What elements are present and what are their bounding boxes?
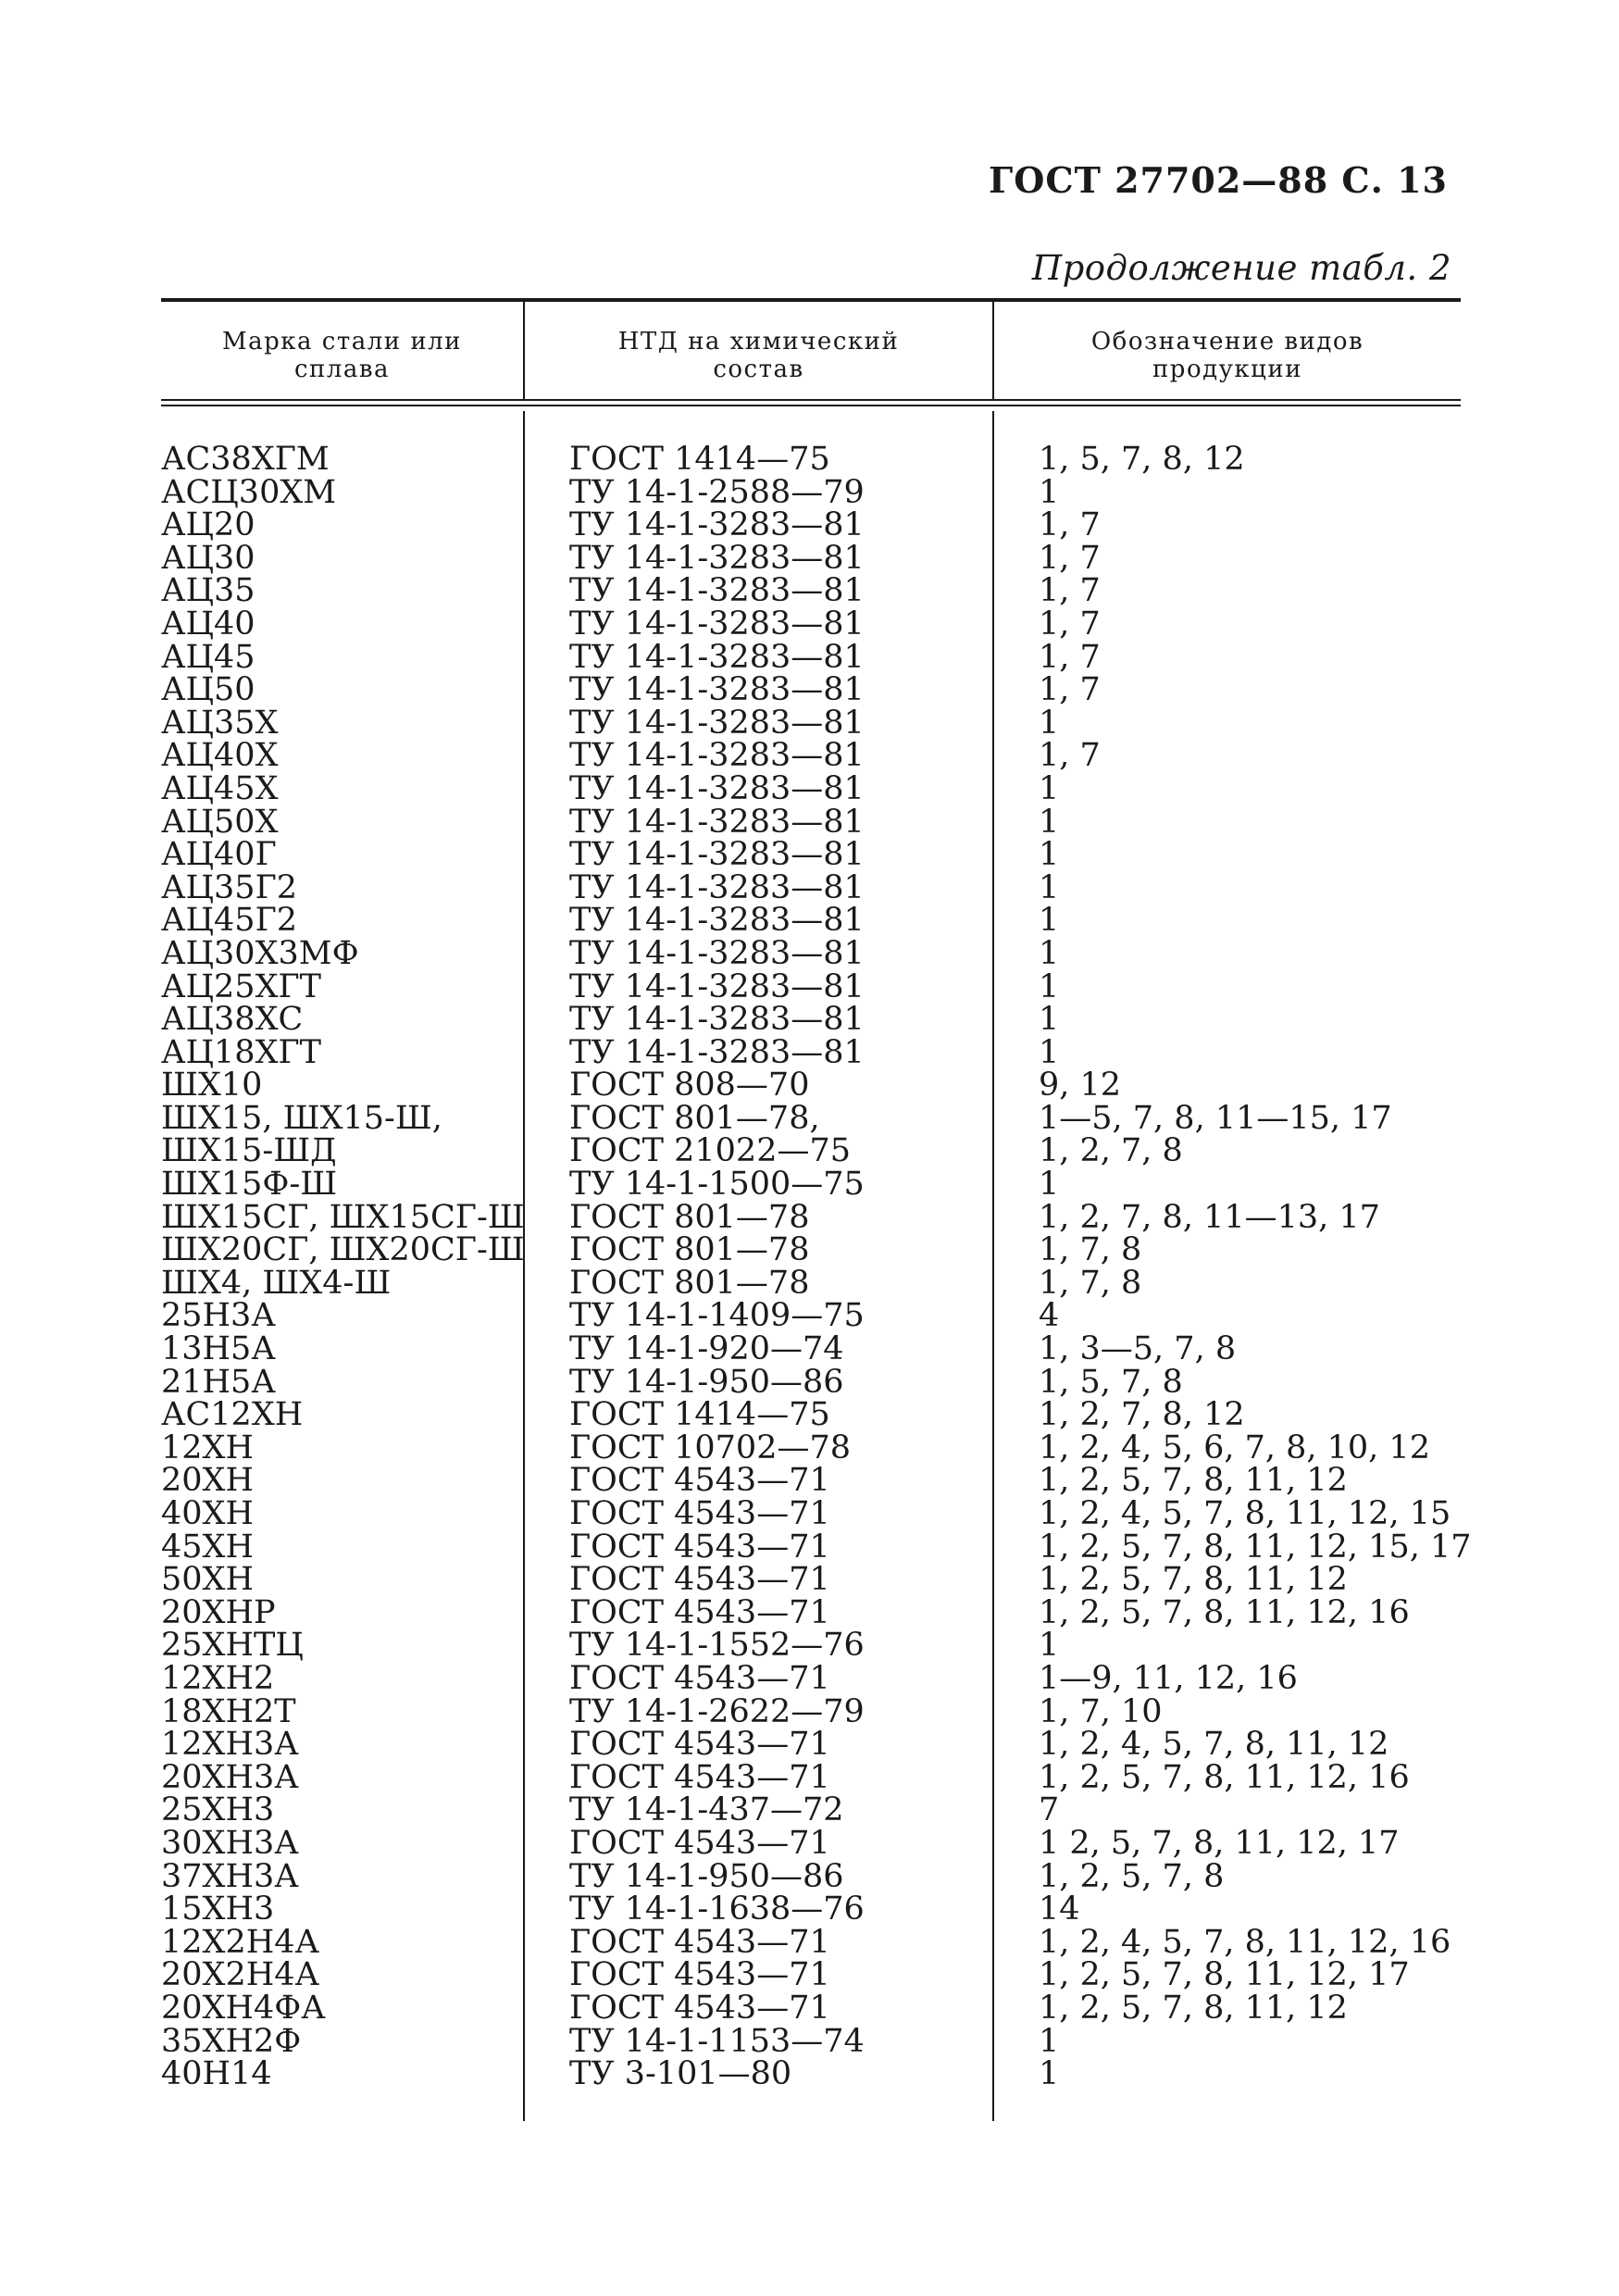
table-row	[0, 539, 1619, 577]
cell-standard: ГОСТ 801—78	[569, 1198, 810, 1236]
cell-product-types: 1, 7	[1039, 638, 1101, 676]
cell-product-types: 1, 2, 5, 7, 8, 11, 12, 15, 17	[1039, 1528, 1472, 1566]
cell-product-types: 1, 2, 7, 8, 11—13, 17	[1039, 1198, 1380, 1236]
table-row	[0, 1495, 1619, 1532]
column-header-standard-line2: состав	[713, 356, 804, 383]
cell-grade: 20Х2Н4А	[161, 1956, 320, 1994]
cell-grade: ШХ15, ШХ15-Ш,	[161, 1099, 442, 1137]
cell-grade: АС12ХН	[161, 1396, 304, 1434]
cell-grade: АЦ40Х	[161, 737, 279, 775]
cell-product-types: 1, 7, 8	[1039, 1264, 1142, 1302]
table-row	[0, 1099, 1619, 1137]
table-row	[0, 1462, 1619, 1500]
cell-product-types: 1, 2, 7, 8	[1039, 1132, 1183, 1170]
table-row	[0, 443, 1619, 477]
cell-standard: ГОСТ 4543—71	[569, 1593, 830, 1631]
cell-product-types: 1, 7	[1039, 671, 1101, 709]
cell-grade: АЦ35Х	[161, 704, 279, 742]
table-row	[0, 2022, 1619, 2060]
table-row	[0, 1429, 1619, 1466]
table-row	[0, 934, 1619, 972]
cell-grade: 12Х2Н4А	[161, 1923, 320, 1961]
cell-product-types: 9, 12	[1039, 1067, 1122, 1104]
cell-grade: АЦ40Г	[161, 836, 277, 874]
cell-standard: ГОСТ 4543—71	[569, 1956, 830, 1994]
table-row	[0, 1528, 1619, 1566]
cell-product-types: 1, 3—5, 7, 8	[1039, 1330, 1237, 1368]
cell-product-types: 1, 7, 10	[1039, 1692, 1163, 1730]
cell-product-types: 1	[1039, 473, 1060, 511]
cell-standard: ТУ 14-1-3283—81	[569, 506, 865, 544]
cell-standard: ТУ 14-1-920—74	[569, 1330, 844, 1368]
cell-product-types: 1—5, 7, 8, 11—15, 17	[1039, 1099, 1392, 1137]
cell-grade: АЦ45Г2	[161, 902, 298, 940]
cell-product-types: 14	[1039, 1890, 1080, 1928]
cell-standard: ГОСТ 4543—71	[569, 1561, 830, 1599]
cell-grade: АЦ38ХС	[161, 1001, 304, 1039]
cell-standard: ГОСТ 4543—71	[569, 1659, 830, 1697]
cell-grade: АЦ40	[161, 605, 255, 643]
table-row	[0, 1363, 1619, 1401]
cell-product-types: 1, 7	[1039, 572, 1101, 610]
table-row	[0, 1561, 1619, 1599]
cell-product-types: 1, 7	[1039, 539, 1101, 577]
cell-product-types: 1	[1039, 1033, 1060, 1071]
cell-product-types: 1	[1039, 1166, 1060, 1204]
cell-standard: ТУ 14-1-3283—81	[569, 769, 865, 807]
cell-standard: ГОСТ 1414—75	[569, 441, 830, 478]
cell-grade: 20ХН3А	[161, 1758, 299, 1796]
table-row	[0, 1593, 1619, 1631]
table-row	[0, 1659, 1619, 1697]
column-header-product-line2: продукции	[1152, 356, 1303, 383]
cell-grade: ШХ15Ф-Ш	[161, 1166, 338, 1204]
cell-grade: 21Н5А	[161, 1363, 276, 1401]
table-row	[0, 605, 1619, 643]
cell-product-types: 1, 2, 5, 7, 8, 11, 12, 16	[1039, 1593, 1410, 1631]
cell-grade: АЦ35	[161, 572, 255, 610]
cell-product-types: 1—9, 11, 12, 16	[1039, 1659, 1298, 1697]
cell-product-types: 1	[1039, 1001, 1060, 1039]
cell-standard: ГОСТ 801—78	[569, 1264, 810, 1302]
cell-standard: ГОСТ 4543—71	[569, 1462, 830, 1500]
cell-standard: ТУ 14-1-3283—81	[569, 572, 865, 610]
cell-product-types: 1, 7, 8	[1039, 1231, 1142, 1269]
table-row	[0, 1857, 1619, 1895]
cell-standard: ТУ 14-1-950—86	[569, 1857, 844, 1895]
cell-standard: ГОСТ 808—70	[569, 1067, 810, 1104]
cell-grade: 45ХН	[161, 1528, 254, 1566]
cell-standard: ТУ 14-1-3283—81	[569, 934, 865, 972]
table-row	[0, 1923, 1619, 1961]
cell-standard: ГОСТ 4543—71	[569, 1495, 830, 1532]
table-row	[0, 1629, 1619, 1663]
cell-product-types: 1, 2, 5, 7, 8, 11, 12, 16	[1039, 1758, 1410, 1796]
cell-standard: ГОСТ 21022—75	[569, 1132, 851, 1170]
cell-product-types: 1	[1039, 769, 1060, 807]
cell-product-types: 1	[1039, 836, 1060, 874]
cell-standard: ТУ 14-1-1552—76	[569, 1627, 865, 1665]
table-row	[0, 836, 1619, 874]
table-row	[0, 868, 1619, 906]
cell-product-types: 1	[1039, 868, 1060, 906]
cell-standard: ТУ 14-1-3283—81	[569, 868, 865, 906]
table-header-rule-2	[161, 405, 1461, 406]
cell-grade: 37ХН3А	[161, 1857, 299, 1895]
cell-standard: ГОСТ 4543—71	[569, 1528, 830, 1566]
cell-product-types: 1, 2, 4, 5, 7, 8, 11, 12	[1039, 1726, 1389, 1764]
cell-grade: 12ХН3А	[161, 1726, 299, 1764]
table-row	[0, 1069, 1619, 1103]
table-row	[0, 473, 1619, 511]
table-row	[0, 967, 1619, 1005]
table-header-rule-1	[161, 399, 1461, 401]
cell-standard: ТУ 14-1-3283—81	[569, 605, 865, 643]
table-row	[0, 1692, 1619, 1730]
table-body	[0, 443, 1619, 2091]
cell-product-types: 1	[1039, 902, 1060, 940]
cell-product-types: 1, 2, 4, 5, 7, 8, 11, 12, 15	[1039, 1495, 1451, 1532]
column-header-grade-line2: сплава	[293, 356, 391, 383]
cell-standard: ТУ 14-1-3283—81	[569, 967, 865, 1005]
cell-grade: АЦ35Г2	[161, 868, 298, 906]
cell-grade: 13Н5А	[161, 1330, 276, 1368]
table-row	[0, 1956, 1619, 1994]
cell-product-types: 1	[1039, 2055, 1060, 2093]
cell-standard: ГОСТ 4543—71	[569, 1923, 830, 1961]
cell-product-types: 1, 7	[1039, 605, 1101, 643]
cell-standard: ГОСТ 4543—71	[569, 1989, 830, 2027]
cell-product-types: 1, 2, 4, 5, 7, 8, 11, 12, 16	[1039, 1923, 1451, 1961]
cell-grade: 20ХН4ФА	[161, 1989, 326, 2027]
cell-product-types: 1	[1039, 967, 1060, 1005]
table-row	[0, 1824, 1619, 1862]
cell-product-types: 1	[1039, 1627, 1060, 1665]
cell-standard: ГОСТ 4543—71	[569, 1758, 830, 1796]
column-header-standard	[525, 328, 992, 383]
cell-standard: ТУ 14-1-3283—81	[569, 539, 865, 577]
cell-standard: ТУ 14-1-3283—81	[569, 737, 865, 775]
document-code: ГОСТ 27702—88 С. 13	[989, 159, 1448, 201]
cell-product-types: 1, 2, 5, 7, 8	[1039, 1857, 1225, 1895]
table-row	[0, 1989, 1619, 2027]
table-row	[0, 638, 1619, 676]
cell-grade: 25ХН3	[161, 1791, 275, 1829]
cell-product-types: 1, 7	[1039, 506, 1101, 544]
table-row	[0, 737, 1619, 775]
cell-product-types: 1	[1039, 704, 1060, 742]
table-row	[0, 1168, 1619, 1202]
table-row	[0, 1728, 1619, 1762]
cell-standard: ТУ 14-1-3283—81	[569, 803, 865, 841]
cell-product-types: 1, 2, 5, 7, 8, 11, 12	[1039, 1561, 1348, 1599]
cell-standard: ГОСТ 10702—78	[569, 1429, 851, 1466]
cell-product-types: 1	[1039, 803, 1060, 841]
cell-standard: ТУ 14-1-1153—74	[569, 2022, 865, 2060]
cell-grade: АЦ45Х	[161, 769, 279, 807]
cell-product-types: 1, 2, 5, 7, 8, 11, 12, 17	[1039, 1956, 1410, 1994]
cell-grade: 25Н3А	[161, 1297, 276, 1335]
column-header-product-line1: Обозначение видов	[1090, 328, 1364, 356]
cell-product-types: 1, 2, 5, 7, 8, 11, 12	[1039, 1989, 1348, 2027]
table-row	[0, 803, 1619, 841]
cell-standard: ТУ 14-1-3283—81	[569, 704, 865, 742]
table-row	[0, 1758, 1619, 1796]
cell-grade: АЦ20	[161, 506, 255, 544]
cell-grade: 40ХН	[161, 1495, 254, 1532]
cell-product-types: 1	[1039, 934, 1060, 972]
cell-standard: ГОСТ 801—78	[569, 1231, 810, 1269]
cell-standard: ТУ 14-1-1500—75	[569, 1166, 865, 1204]
cell-grade: 40Н14	[161, 2055, 272, 2093]
cell-product-types: 1 2, 5, 7, 8, 11, 12, 17	[1039, 1824, 1400, 1862]
cell-standard: ГОСТ 4543—71	[569, 1824, 830, 1862]
cell-grade: 35ХН2Ф	[161, 2022, 302, 2060]
cell-standard: ТУ 14-1-3283—81	[569, 902, 865, 940]
cell-grade: ШХ15-ШД	[161, 1132, 337, 1170]
cell-standard: ТУ 14-1-3283—81	[569, 1001, 865, 1039]
cell-grade: АЦ50	[161, 671, 255, 709]
table-row	[0, 902, 1619, 940]
cell-product-types: 7	[1039, 1791, 1060, 1829]
table-row	[0, 1791, 1619, 1829]
table-row	[0, 1033, 1619, 1071]
cell-grade: ШХ15СГ, ШХ15СГ-Ш	[161, 1198, 525, 1236]
cell-product-types: 1, 2, 4, 5, 6, 7, 8, 10, 12	[1039, 1429, 1430, 1466]
table-row	[0, 704, 1619, 742]
table-row	[0, 1001, 1619, 1039]
cell-grade: 20ХНР	[161, 1593, 276, 1631]
column-header-grade-line1: Марка стали или	[221, 328, 462, 356]
cell-standard: ГОСТ 801—78,	[569, 1099, 820, 1137]
table-continuation-label: Продолжение табл. 2	[1031, 248, 1451, 288]
table-top-rule	[161, 298, 1461, 302]
cell-grade: 50ХН	[161, 1561, 254, 1599]
cell-grade: 30ХН3А	[161, 1824, 299, 1862]
cell-standard: ТУ 14-1-437—72	[569, 1791, 844, 1829]
cell-product-types: 1, 5, 7, 8	[1039, 1363, 1183, 1401]
cell-grade: АЦ50Х	[161, 803, 279, 841]
table-row	[0, 1297, 1619, 1335]
cell-standard: ТУ 14-1-2622—79	[569, 1692, 865, 1730]
table-row	[0, 1231, 1619, 1269]
cell-standard: ТУ 14-1-3283—81	[569, 836, 865, 874]
cell-grade: 15ХН3	[161, 1890, 275, 1928]
table-row	[0, 1198, 1619, 1236]
cell-standard: ТУ 14-1-3283—81	[569, 671, 865, 709]
cell-grade: АС38ХГМ	[161, 441, 330, 478]
column-header-product	[994, 328, 1461, 383]
cell-grade: АЦ45	[161, 638, 255, 676]
cell-grade: АЦ18ХГТ	[161, 1033, 322, 1071]
cell-standard: ГОСТ 4543—71	[569, 1726, 830, 1764]
cell-standard: ГОСТ 1414—75	[569, 1396, 830, 1434]
column-header-grade	[161, 328, 523, 383]
cell-grade: 25ХНТЦ	[161, 1627, 304, 1665]
cell-product-types: 4	[1039, 1297, 1060, 1335]
cell-product-types: 1, 7	[1039, 737, 1101, 775]
cell-grade: АЦ30Х3МФ	[161, 934, 359, 972]
cell-standard: ТУ 14-1-950—86	[569, 1363, 844, 1401]
table-row	[0, 1330, 1619, 1368]
cell-grade: 20ХН	[161, 1462, 254, 1500]
table-row	[0, 572, 1619, 610]
cell-standard: ТУ 14-1-1409—75	[569, 1297, 865, 1335]
cell-standard: ТУ 14-1-3283—81	[569, 1033, 865, 1071]
cell-product-types: 1, 5, 7, 8, 12	[1039, 441, 1245, 478]
cell-grade: ШХ10	[161, 1067, 263, 1104]
cell-grade: АЦ25ХГТ	[161, 967, 322, 1005]
cell-product-types: 1	[1039, 2022, 1060, 2060]
table-row	[0, 2055, 1619, 2093]
cell-grade: АСЦ30ХМ	[161, 473, 337, 511]
cell-grade: 12ХН	[161, 1429, 254, 1466]
table-row	[0, 506, 1619, 544]
table-row	[0, 671, 1619, 709]
cell-standard: ТУ 14-1-2588—79	[569, 473, 865, 511]
cell-grade: ШХ4, ШХ4-Ш	[161, 1264, 392, 1302]
cell-standard: ТУ 3-101—80	[569, 2055, 792, 2093]
cell-product-types: 1, 2, 5, 7, 8, 11, 12	[1039, 1462, 1348, 1500]
cell-grade: ШХ20СГ, ШХ20СГ-Ш	[161, 1231, 525, 1269]
table-row	[0, 1890, 1619, 1928]
table-row	[0, 769, 1619, 807]
column-header-standard-line1: НТД на химический	[617, 328, 900, 356]
cell-grade: 18ХН2Т	[161, 1692, 296, 1730]
cell-grade: 12ХН2	[161, 1659, 275, 1697]
cell-product-types: 1, 2, 7, 8, 12	[1039, 1396, 1245, 1434]
cell-grade: АЦ30	[161, 539, 255, 577]
cell-standard: ТУ 14-1-3283—81	[569, 638, 865, 676]
table-row	[0, 1396, 1619, 1434]
cell-standard: ТУ 14-1-1638—76	[569, 1890, 865, 1928]
table-row	[0, 1264, 1619, 1302]
table-row	[0, 1132, 1619, 1170]
